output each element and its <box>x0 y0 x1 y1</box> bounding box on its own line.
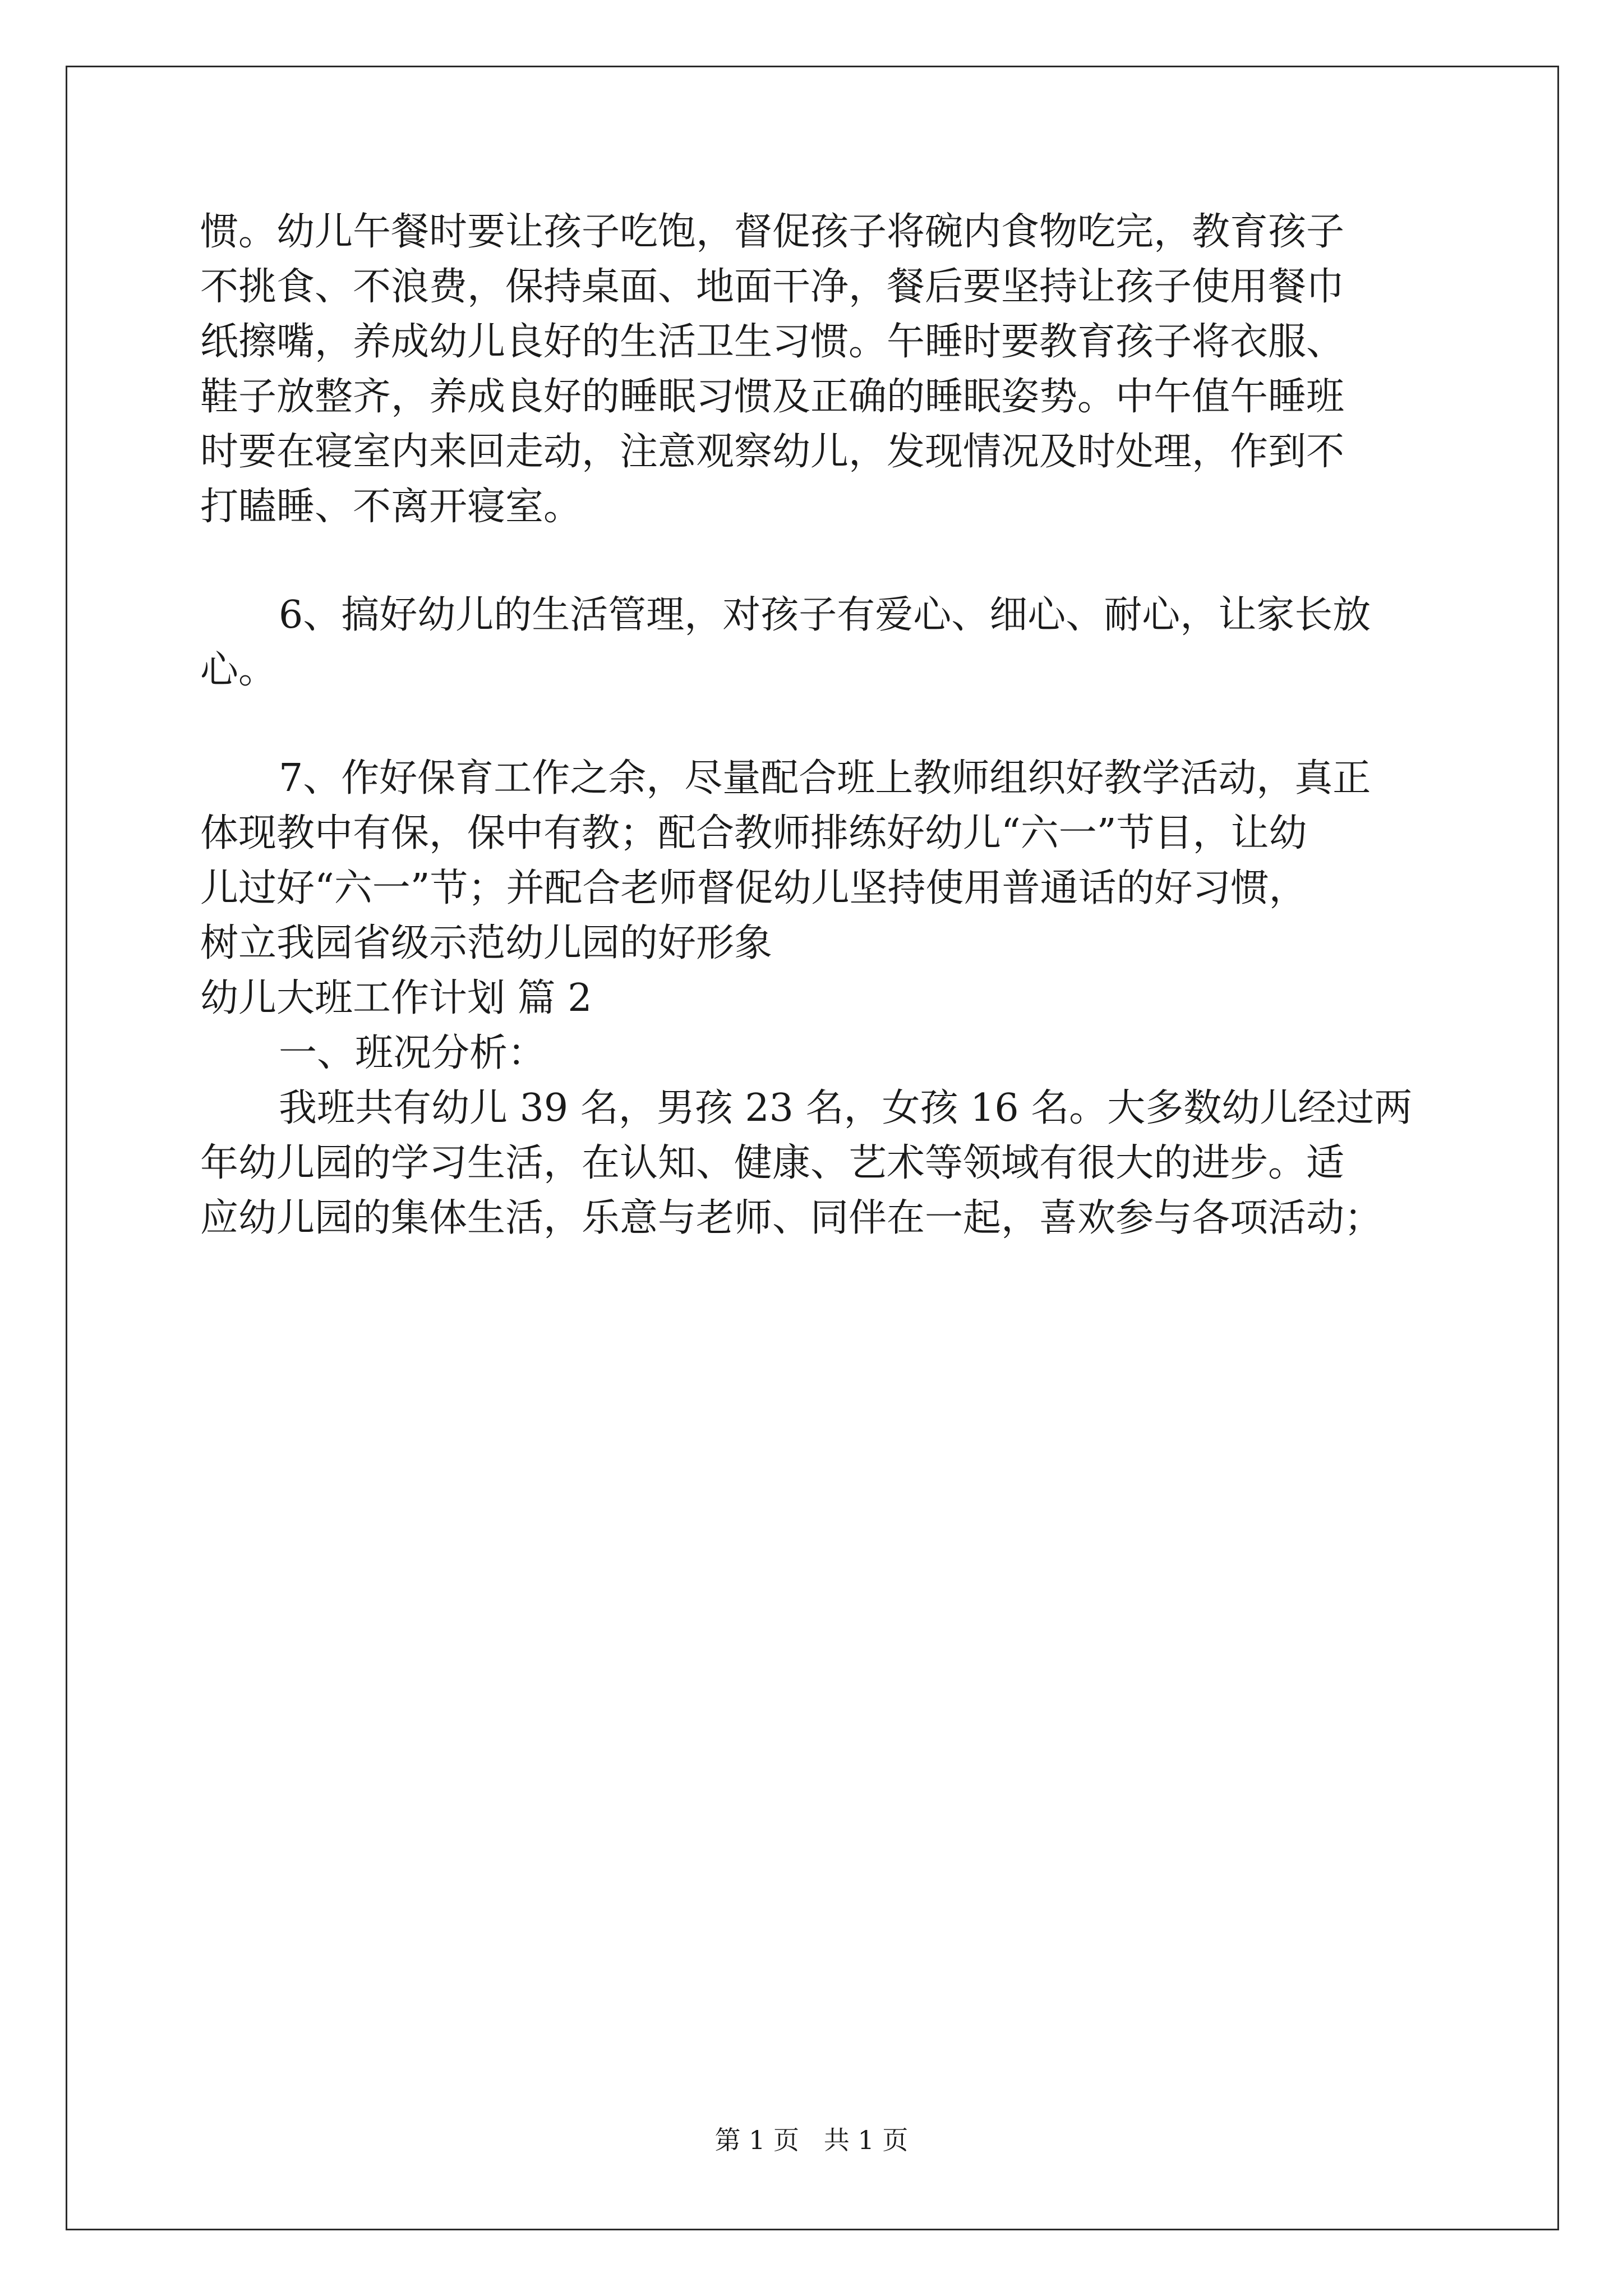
text-line: 年幼儿园的学习生活，在认知、健康、艺术等领域有很大的进步。适 <box>200 1141 1345 1185</box>
text-line: 儿过好“六一”节；并配合老师督促幼儿坚持使用普通话的好习惯， <box>200 866 1307 910</box>
paragraph-6-line: 6、搞好幼儿的生活管理，对孩子有爱心、细心、耐心，让家长放 <box>279 593 1371 637</box>
text-line: 不挑食、不浪费，保持桌面、地面干净，餐后要坚持让孩子使用餐巾 <box>200 265 1345 309</box>
section-heading: 幼儿大班工作计划 篇 2 <box>200 976 592 1020</box>
text-line: 树立我园省级示范幼儿园的好形象 <box>200 921 773 965</box>
document-body <box>200 205 1428 1246</box>
page-footer: 第 1 页 共 1 页 <box>714 2125 909 2155</box>
paragraph-7-line: 7、作好保育工作之余，尽量配合班上教师组织好教学活动，真正 <box>279 756 1371 800</box>
text-line: 心。 <box>200 648 277 692</box>
text-line: 应幼儿园的集体生活，乐意与老师、同伴在一起，喜欢参与各项活动； <box>200 1196 1383 1240</box>
text-line: 我班共有幼儿 39 名，男孩 23 名，女孩 16 名。大多数幼儿经过两 <box>279 1086 1413 1130</box>
text-line: 时要在寝室内来回走动，注意观察幼儿，发现情况及时处理，作到不 <box>200 430 1345 474</box>
subsection-heading: 一、班况分析： <box>279 1031 546 1075</box>
text-line: 惯。幼儿午餐时要让孩子吃饱，督促孩子将碗内食物吃完，教育孩子 <box>200 210 1345 254</box>
text-line: 体现教中有保，保中有教；配合教师排练好幼儿“六一”节目，让幼 <box>200 811 1307 855</box>
text-line: 打瞌睡、不离开寝室。 <box>200 485 582 529</box>
text-line: 鞋子放整齐，养成良好的睡眠习惯及正确的睡眠姿势。中午值午睡班 <box>200 375 1345 419</box>
text-line: 纸擦嘴，养成幼儿良好的生活卫生习惯。午睡时要教育孩子将衣服、 <box>200 320 1345 364</box>
